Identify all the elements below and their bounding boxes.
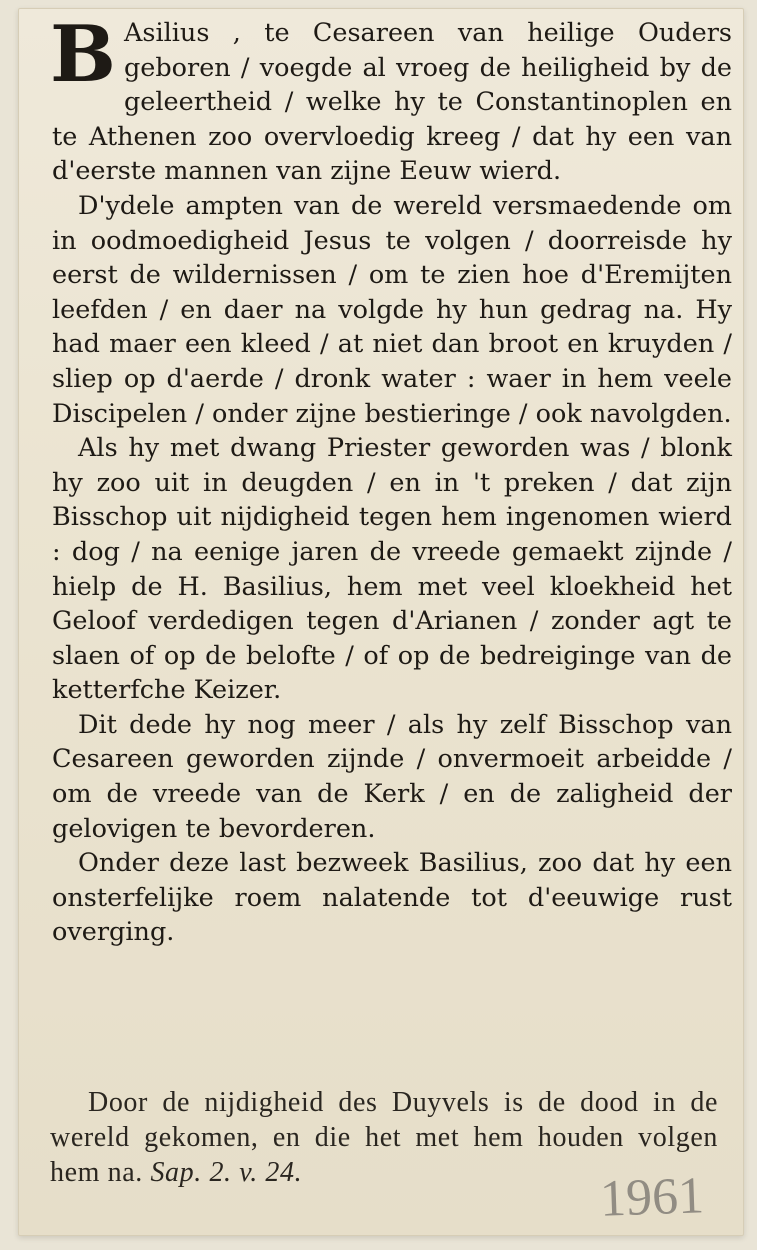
paper-sheet: [18, 8, 744, 1236]
paragraph-2: D'ydele ampten van de wereld versmaedende om in oodmoedigheid Jesus te volgen / doorreisde hy eerst de wildernissen / om te zien hoe d'Eremijten leefden / en daer na volgde hy hun gedrag na. Hy had maer een kleed / at niet dan broot en kruyden / sliep op d'aerde / dronk water : waer in hem veele Discipelen / onder zijne bestieringe / ook navolgden.: [52, 190, 732, 429]
handwritten-number: 1961: [599, 1167, 705, 1228]
paragraph-4: Dit dede hy nog meer / als hy zelf Bisschop van Cesareen geworden zijnde / onvermoeit arbeidde / om de vreede van de Kerk / en de zaligheid der gelovigen te bevorderen.: [52, 709, 732, 844]
paragraph-5: Onder deze last bezweek Basilius, zoo dat hy een onsterfelijke roem nalatende tot d'eeuwige rust overging.: [52, 848, 732, 948]
quote-reference: Sap. 2. v. 24.: [150, 1157, 303, 1188]
paragraph-3: Als hy met dwang Priester geworden was / blonk hy zoo uit in deugden / en in 't preken / dat zijn Bisschop uit nijdigheid tegen hem ingenomen wierd : dog / na eenige jaren de vreede gemaekt zijnde / hielp de H. Basilius, hem met veel kloekheid het Geloof verdedigen tegen d'Arianen / zonder agt te slaen of op de belofte / of op de bedreiginge van de ketterfche Keizer.: [52, 433, 732, 706]
drop-cap: B: [50, 9, 116, 100]
quote-text: Door de nijdigheid des Duyvels is de dood in de wereld gekomen, en die het met hem houden volgen hem na.: [50, 1087, 718, 1188]
body-text: [50, 9, 732, 950]
paragraph-1: B Asilius , te Cesareen van heilige Ouders geboren / voegde al vroeg de heiligheid by de geleertheid / welke hy te Constantinoplen en te Athenen zoo overvloedig kreeg / dat hy een van d'eerste mannen van zijne Eeuw wierd.: [50, 9, 732, 187]
